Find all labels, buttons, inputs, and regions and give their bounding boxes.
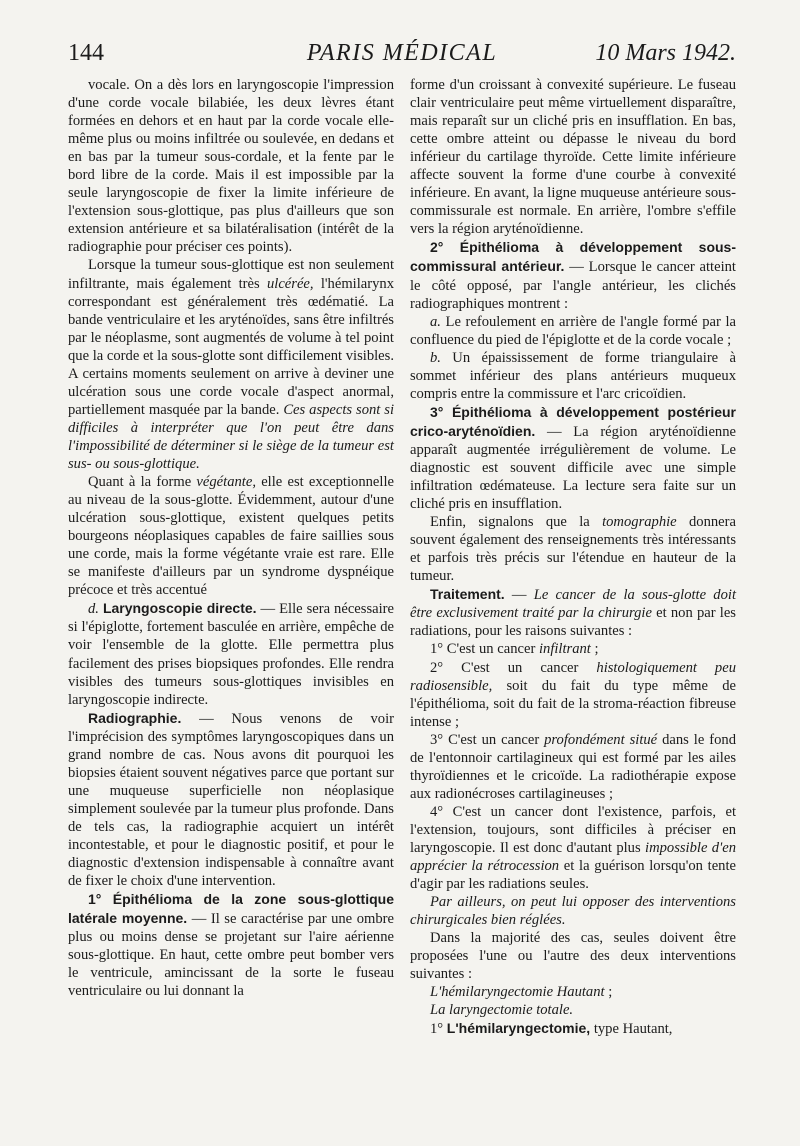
paragraph	[410, 731, 736, 803]
body-text: — Nous venons de voir l'imprécision des symptômes laryngoscopiques dans un grand nombre de cas. Nous avons dit pourquoi les biopsies étaient souvent négatives parce que portant sur une muqueuse superficielle non néoplasique simplement soulevée par la tumeur plus profonde. Dans de tels cas, la radiographie acquiert un intérêt incontestable, et pour le diagnostic positif, et pour le diagnostic d'extension indispensable à connaître avant de fixer le choix d'une intervention.	[68, 710, 394, 890]
body-text: Un épaississement de forme triangulaire à sommet inférieur des plans antérieurs muqueux compris entre la commissure et l'arc cricoïdien.	[410, 349, 736, 402]
body-text: elle est exceptionnelle au niveau de la sous-glotte. Évidemment, autour d'une ulcération sous-glottique, existent quelques petits bourgeons néoplasiques capables de faire saillies sous une corde, mais la forme végétante vraie est rare. Elle se manifeste d'ailleurs par un syndrome dyspnéique précoce et très accentué	[68, 474, 394, 599]
paragraph	[410, 513, 736, 585]
bold-heading-text: 2° Épithélioma à développement sous-commissural antérieur.	[410, 239, 736, 275]
paragraph	[410, 640, 736, 658]
body-text: — Elle sera nécessaire si l'épiglotte, fortement basculée en arrière, empêche de voir l'ensemble de la glotte. Elle permettra plus facilement des prises biopsiques profondes. Elle rendra visibles des tumeurs sous-glottiques invisibles en laryngoscopie indirecte.	[68, 601, 395, 708]
body-text: —	[504, 587, 534, 604]
body-text: — Lorsque le cancer atteint le côté opposé, par l'angle antérieur, les clichés radiographiques montrent :	[410, 259, 736, 312]
left-column	[68, 76, 394, 1000]
italic-text: b.	[430, 349, 441, 366]
paragraph	[410, 659, 736, 731]
body-text: l'hémilarynx correspondant est généralement très œdématié. La bande ventriculaire et les aryténoïdes, sans être infiltrés par le néoplasme, sont augmentés de volume à tel point que la corde et la sous-glotte sont difficilement visibles. A certains moments seulement on arrive à deviner une ulcération sous une corde vocale d'aspect anormal, partiellement masquée par la bande.	[68, 275, 395, 418]
body-text: 3° C'est un cancer	[430, 731, 545, 748]
italic-text: a.	[430, 313, 441, 330]
body-text: — La région aryténoïdienne apparaît augmentée irrégulièrement de volume. Le diagnostic est souvent difficile avec une simple infiltration œdémateuse. La lecture sera faite sur un cliché pris en insufflation.	[410, 423, 736, 513]
italic-text: infiltrant	[538, 641, 591, 658]
italic-text: d.	[88, 601, 103, 618]
paragraph	[410, 238, 736, 312]
italic-text: L'hémilaryngectomie Hautant	[430, 984, 605, 1001]
body-text: Le refoulement en arrière de l'angle formé par la confluence du pied de l'épiglotte et de la corde vocale ;	[410, 313, 736, 348]
body-text: 1°	[430, 1021, 447, 1038]
bold-heading-text: Laryngoscopie directe.	[102, 600, 257, 617]
paragraph	[68, 76, 394, 256]
italic-text: Le cancer de la sous-glotte doit être exclusivement traité par la chirurgie	[410, 587, 736, 622]
page-number: 144	[68, 40, 104, 66]
bold-heading-text: 1° Épithélioma de la zone sous-glottique latérale moyenne.	[68, 891, 394, 927]
body-text: 4° C'est un cancer dont l'existence, parfois, et l'extension, toujours, sont difficiles à préciser en laryngoscopie. Il est donc d'autant plus	[410, 803, 736, 856]
body-text: Dans la majorité des cas, seules doivent être proposées l'une ou l'autre des deux interventions suivantes :	[410, 930, 736, 983]
italic-text: ulcérée,	[266, 275, 314, 292]
body-text: et non par les radiations, pour les raisons suivantes :	[410, 605, 736, 640]
body-text: Enfin, signalons que la	[430, 514, 603, 531]
body-text: soit du fait du type même de l'épithélioma, soit du fait de la stroma-réaction fibreuse intense ;	[410, 677, 736, 730]
italic-text: Ces aspects sont si difficiles à interpréter que l'on peut être dans l'impossibilité de déterminer si le siège de la tumeur est sus- ou sous-glottique.	[68, 401, 395, 472]
body-text: forme d'un croissant à convexité supérieure. Le fuseau clair ventriculaire peut même virtuellement disparaître, mais reparaît sur un cliché pris en insufflation. En bas, cette ombre atteint ou dépasse le niveau du bord inférieur du cartilage thyroïde. Cette limite inférieure affecte souvent la forme d'une courbe à convexité inférieure. En avant, la ligne muqueuse antérieure sous-commissurale est normale. En arrière, l'ombre s'effile vers la région aryténoïdienne.	[410, 77, 736, 238]
bold-heading-text: 3° Épithélioma à développement postérieur crico-aryténoïdien.	[410, 403, 736, 439]
body-text: donnera souvent également des renseignements très intéressants et parfois très précis sur l'étendue en hauteur de la tumeur.	[410, 514, 736, 585]
body-text: ;	[604, 984, 613, 1001]
italic-text: La laryngectomie totale.	[430, 1002, 574, 1019]
body-text: ;	[590, 641, 599, 658]
paragraph	[410, 313, 736, 349]
body-text: type Hautant,	[590, 1021, 673, 1038]
body-text: 2° C'est un cancer	[430, 659, 597, 676]
body-text: dans le fond de l'entonnoir cartilagineux qui est formé par les ailes thyroïdiennes et le cricoïde. La radiothérapie expose aux radionécroses cartilagineuses ;	[410, 731, 737, 802]
paragraph	[68, 599, 394, 708]
bold-heading-text: L'hémilaryngectomie,	[446, 1020, 591, 1037]
paragraph	[68, 473, 394, 599]
paragraph	[410, 76, 736, 238]
page-header	[68, 40, 736, 70]
paragraph	[68, 256, 394, 473]
italic-text: profondément situé	[544, 731, 658, 748]
paragraph	[410, 585, 736, 640]
paragraph	[410, 929, 736, 983]
journal-title: PARIS MÉDICAL	[306, 40, 498, 66]
body-text: vocale. On a dès lors en laryngoscopie l'impression d'une corde vocale bilabiée, les deux lèvres étant formées en dehors et en haut par la corde vocale elle-même plus ou moins infiltrée ou soulevée, en dedans et en bas par la tumeur sous-cordale, et la fente par le bord libre de la corde. Mais il est impossible par la seule laryngoscopie de fixer la limite inférieure de l'extension sous-glottique, pas plus d'ailleurs que son extension antérieure et sa bilatéralisation (intérêt de la radiographie pour préciser ces points).	[68, 77, 394, 256]
paragraph	[410, 349, 736, 403]
issue-date: 10 Mars 1942.	[595, 40, 736, 66]
paragraph	[410, 983, 736, 1001]
italic-text: végétante,	[196, 474, 256, 491]
paragraph	[410, 1019, 736, 1038]
italic-text: impossible d'en apprécier la rétrocession	[410, 839, 736, 875]
body-text: Lorsque la tumeur sous-glottique est non seulement infiltrante, mais également très	[68, 257, 394, 292]
paragraph	[68, 890, 394, 1000]
bold-heading-text: Traitement.	[430, 586, 505, 603]
paragraph	[410, 403, 736, 513]
paragraph	[410, 803, 736, 893]
italic-text: tomographie	[602, 514, 677, 531]
paragraph	[410, 893, 736, 929]
body-text: — Il se caractérise par une ombre plus ou moins dense se projetant sur l'aire aérienne sous-glottique. En haut, cette ombre peut bomber vers le ventricule, amincissant de la sorte le fuseau ventriculaire ou lui donnant la	[68, 911, 394, 1000]
right-column	[410, 76, 736, 1038]
body-text: Quant à la forme	[88, 474, 197, 491]
paragraph	[410, 1001, 736, 1019]
body-text: et la guérison lorsqu'on tente d'agir par les radiations seules.	[410, 858, 736, 893]
italic-text: Par ailleurs, on peut lui opposer des interventions chirurgicales bien réglées.	[410, 894, 736, 929]
italic-text: histologiquement peu radiosensible,	[410, 659, 736, 694]
body-text: 1° C'est un cancer	[430, 641, 539, 658]
bold-heading-text: Radiographie.	[88, 709, 182, 726]
paragraph	[68, 709, 394, 890]
